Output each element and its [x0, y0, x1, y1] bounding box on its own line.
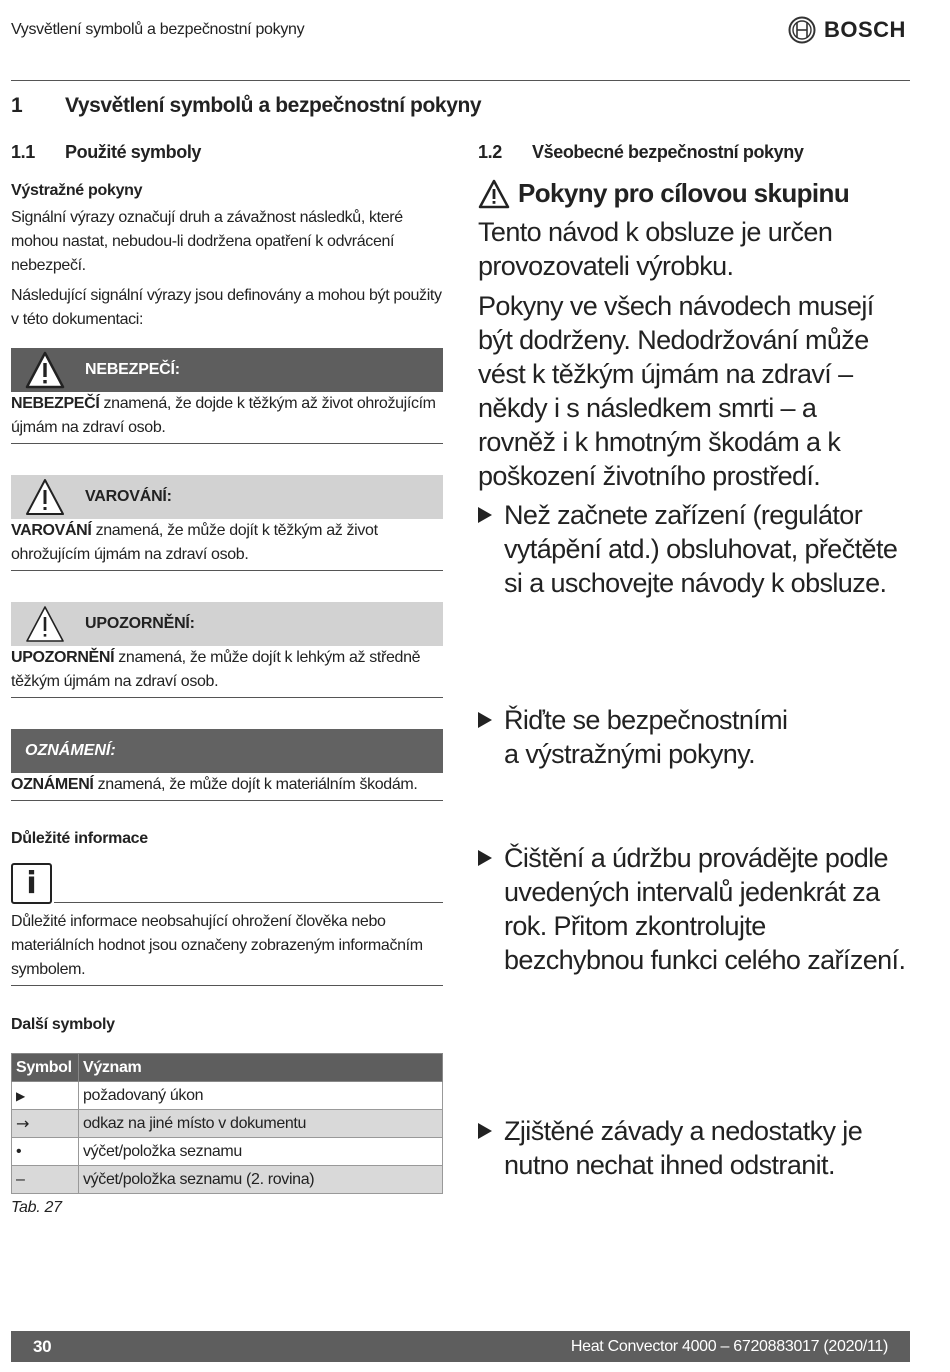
table-cell-symbol: •	[12, 1138, 79, 1166]
warning-bar	[11, 475, 443, 519]
other-symbols-heading: Další symboly	[11, 1016, 115, 1033]
action-arrow-icon	[478, 712, 492, 728]
section-1-1-number: 1.1	[11, 142, 35, 162]
manual-intro-paragraph: Tento návod k obsluze je určen provozovateli výrobku.	[478, 217, 833, 281]
table-cell-meaning: odkaz na jiné místo v dokumentu	[79, 1110, 443, 1138]
section-1-title: Vysvětlení symbolů a bezpečnostní pokyny	[65, 94, 482, 117]
table-header-symbol: Symbol	[12, 1054, 79, 1082]
section-1-2-number: 1.2	[478, 142, 502, 162]
page-number: 30	[33, 1336, 52, 1356]
signal-words-paragraph: Následující signální výrazy jsou definovány a mohou být použity v této dokumentaci:	[11, 287, 442, 328]
table-cell-meaning: výčet/položka seznamu (2. rovina)	[79, 1166, 443, 1194]
warning-label: VAROVÁNÍ:	[85, 488, 172, 505]
section-1-2-heading	[478, 142, 803, 163]
danger-description	[11, 392, 443, 444]
table-row	[12, 1082, 443, 1110]
table-row	[12, 1138, 443, 1166]
list-item-text: Než začnete zařízení (regulátor vytápění atd.) obsluhovat, přečtěte si a uschovejte návody k obsluze.	[504, 500, 898, 598]
important-info-heading: Důležité informace	[11, 830, 148, 847]
warnings-heading: Výstražné pokyny	[11, 182, 143, 199]
list-item	[478, 1114, 912, 1182]
notice-text: znamená, že může dojít k materiálním škodám.	[93, 776, 418, 793]
list-item-text: Zjištěné závady a nedostatky je nutno nechat ihned odstranit.	[504, 1116, 863, 1180]
warning-triangle-icon	[25, 350, 65, 390]
warning-triangle-icon	[25, 604, 65, 644]
table-row	[12, 1166, 443, 1194]
target-group-warning-title: Pokyny pro cílovou skupinu	[518, 178, 850, 208]
caution-label: UPOZORNĚNÍ:	[85, 615, 195, 632]
info-icon: i	[11, 863, 52, 904]
action-arrow-icon	[478, 507, 492, 523]
caution-bar	[11, 602, 443, 646]
bosch-armature-icon	[788, 16, 816, 44]
danger-notice	[11, 348, 443, 444]
warning-description	[11, 519, 443, 571]
notice-label: OZNÁMENÍ:	[25, 742, 116, 759]
section-1-1-title: Použité symboly	[65, 142, 202, 162]
notice-term: OZNÁMENÍ	[11, 776, 94, 793]
page-footer	[11, 1331, 910, 1362]
list-item-text: Řiďte se bezpečnostními a výstražnými pokyny.	[504, 705, 788, 769]
important-info-text: Důležité informace neobsahující ohrožení člověka nebo materiálních hodnot jsou označeny zobrazeným informačním symbolem.	[11, 910, 443, 986]
caution-text: znamená, že může dojít k lehkým až středně těžkým újmám na zdraví osob.	[11, 649, 421, 690]
danger-text: znamená, že dojde k těžkým až život ohrožujícím újmám na zdraví osob.	[11, 395, 436, 436]
action-arrow-icon	[478, 850, 492, 866]
target-group-warning-heading	[478, 178, 849, 209]
notice-bar	[11, 729, 443, 773]
warnings-intro-paragraph: Signální výrazy označují druh a závažnost následků, které mohou nastat, nebudou-li dodržena opatření k odvrácení nebezpečí.	[11, 209, 403, 274]
table-header-row	[12, 1054, 443, 1082]
table-cell-symbol: –	[12, 1166, 79, 1194]
table-cell-symbol: →	[12, 1110, 79, 1138]
table-cell-meaning: výčet/položka seznamu	[79, 1138, 443, 1166]
notice-notice	[11, 729, 443, 801]
warning-term: VAROVÁNÍ	[11, 522, 92, 539]
table-cell-meaning: požadovaný úkon	[79, 1082, 443, 1110]
table-header-meaning: Význam	[79, 1054, 443, 1082]
brand-name: BOSCH	[824, 17, 906, 42]
list-item	[478, 703, 808, 771]
warning-text: znamená, že může dojít k těžkým až život ohrožujícím újmám na zdraví osob.	[11, 522, 378, 563]
table-cell-symbol: ▶	[12, 1082, 79, 1110]
symbols-table	[11, 1053, 443, 1194]
section-1-2-title: Všeobecné bezpečnostní pokyny	[532, 142, 804, 162]
caution-description	[11, 646, 443, 698]
list-item-text: Čištění a údržbu provádějte podle uvedených intervalů jedenkrát za rok. Přitom zkontrolujte bezchybnou funkci celého zařízení.	[504, 843, 906, 975]
section-1-heading	[11, 94, 481, 118]
section-1-number: 1	[11, 94, 23, 117]
action-arrow-icon	[478, 1123, 492, 1139]
section-1-1-heading	[11, 142, 201, 163]
instructions-paragraph: Pokyny ve všech návodech musejí být dodrženy. Nedodržování může vést k těžkým újmám na zdraví – někdy i s následkem smrti – a rovněž i k hmotným škodám a k poškození životního prostředí.	[478, 291, 874, 491]
document-id: Heat Convector 4000 – 6720883017 (2020/11)	[570, 1337, 888, 1355]
list-item	[478, 841, 912, 977]
warning-triangle-icon	[25, 477, 65, 517]
bosch-logo	[788, 16, 906, 44]
list-item	[478, 498, 910, 600]
header-divider	[11, 80, 910, 81]
caution-term: UPOZORNĚNÍ	[11, 649, 115, 666]
table-row	[12, 1110, 443, 1138]
warning-notice	[11, 475, 443, 571]
notice-description	[11, 773, 443, 801]
danger-bar	[11, 348, 443, 392]
table-caption: Tab. 27	[11, 1199, 62, 1216]
danger-label: NEBEZPEČÍ:	[85, 361, 180, 378]
running-header: Vysvětlení symbolů a bezpečnostní pokyny	[11, 21, 305, 38]
danger-term: NEBEZPEČÍ	[11, 395, 100, 412]
caution-notice	[11, 602, 443, 698]
warning-triangle-icon	[478, 179, 510, 209]
info-divider	[54, 902, 443, 903]
